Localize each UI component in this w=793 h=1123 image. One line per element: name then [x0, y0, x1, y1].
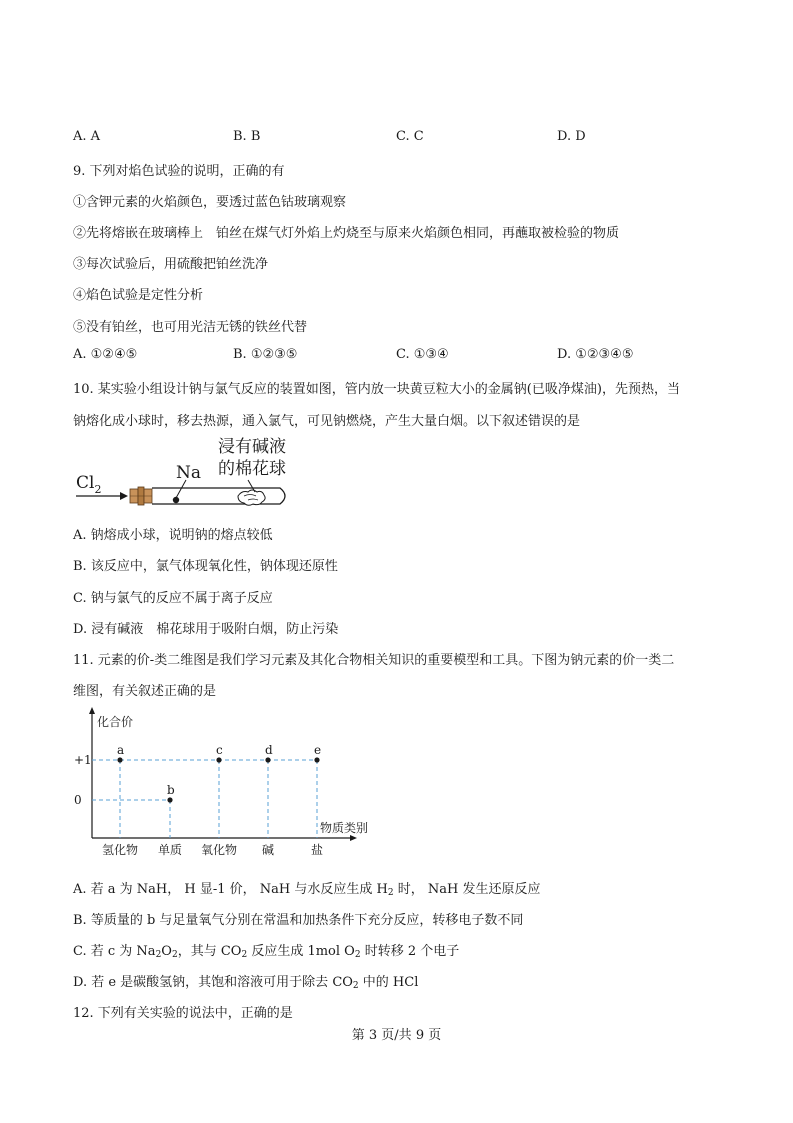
- data-point-a: [117, 757, 122, 762]
- q8-option-a: A. A: [73, 129, 101, 144]
- q9-option-c: C. ①③④: [396, 347, 449, 362]
- arrow-head-icon: [120, 492, 128, 500]
- data-point-c: [216, 757, 221, 762]
- q9-item-1: ①含钾元素的火焰颜色，要透过蓝色钴玻璃观察: [73, 195, 347, 210]
- q8-option-c: C. C: [396, 129, 424, 144]
- y-axis-arrow-icon: [89, 707, 95, 714]
- q9-option-a: A. ①②④⑤: [73, 347, 138, 362]
- na-label: Na: [176, 463, 202, 483]
- q10-option-c: C. 钠与氯气的反应不属于离子反应: [73, 591, 273, 606]
- point-label-d: d: [265, 743, 273, 757]
- q12-stem: 12. 下列有关实验的说法中，正确的是: [73, 1006, 293, 1021]
- data-point-e: [314, 757, 319, 762]
- q9-option-b: B. ①②③⑤: [233, 347, 298, 362]
- q11-option-a: A. 若 a 为 NaH， H 显-1 价， NaH 与水反应生成 $H_2$ 时， NaH 发生还原反应: [73, 882, 541, 898]
- cotton-label-1: 浸有碱液: [218, 437, 286, 457]
- cotton-label-2: 的棉花球: [218, 459, 286, 479]
- q11-option-b: B. 等质量的 b 与足量氧气分别在常温和加热条件下充分反应，转移电子数不同: [73, 913, 524, 928]
- x-tick-label: 碱: [261, 843, 275, 857]
- q10-option-b: B. 该反应中，氯气体现氧化性，钠体现还原性: [73, 559, 338, 574]
- q9-item-5: ⑤没有铂丝，也可用光洁无锈的铁丝代替: [73, 320, 308, 335]
- q9-stem: 9. 下列对焰色试验的说明，正确的有: [73, 164, 285, 179]
- q11-stem-line2: 维图，有关叙述正确的是: [73, 684, 217, 699]
- q8-option-d: D. D: [557, 129, 586, 144]
- x-tick-label: 单质: [157, 843, 183, 857]
- q11-stem-line1: 11. 元素的价-类二维图是我们学习元素及其化合物相关知识的重要模型和工具。下图为钠元素的价一类二: [73, 653, 675, 668]
- point-label-b: b: [167, 783, 175, 797]
- q8-option-b: B. B: [233, 129, 261, 144]
- q9-option-d: D. ①②③④⑤: [557, 347, 634, 362]
- sodium-chlorine-apparatus-figure: [70, 436, 340, 516]
- y-tick-label: +1: [74, 753, 92, 767]
- x-tick-label: 氢化物: [101, 843, 139, 857]
- q10-option-d: D. 浸有碱液 棉花球用于吸附白烟，防止污染: [73, 622, 339, 637]
- x-axis-label: 物质类别: [320, 821, 369, 835]
- x-axis-arrow-icon: [350, 835, 357, 841]
- data-point-d: [265, 757, 270, 762]
- q11-option-c: C. 若 c 为 $Na_2O_2$，其与 $CO_2$ 反应生成 1mol $O_2$ 时转移 2 个电子: [73, 944, 460, 960]
- point-label-a: a: [117, 743, 125, 757]
- y-tick-label: 0: [74, 793, 82, 807]
- data-point-b: [167, 797, 172, 802]
- point-label-c: c: [216, 743, 223, 757]
- q11-option-d: D. 若 e 是碳酸氢钠，其饱和溶液可用于除去 $CO_2$ 中的 HCl: [73, 975, 419, 991]
- x-tick-label: 盐: [310, 843, 324, 857]
- cl2-label: $Cl_2$: [76, 473, 102, 496]
- page-footer: 第 3 页/共 9 页: [351, 1028, 442, 1043]
- cotton-ball: [238, 490, 265, 505]
- q10-option-a: A. 钠熔成小球，说明钠的熔点较低: [73, 528, 273, 543]
- y-axis-label: 化合价: [97, 715, 134, 729]
- q9-item-3: ③每次试验后，用硫酸把铂丝洗净: [73, 257, 269, 272]
- q10-stem-line1: 10. 某实验小组设计钠与氯气反应的装置如图，管内放一块黄豆粒大小的金属钠(已吸净煤油)，先预热，当: [73, 382, 680, 397]
- q9-item-2: ②先将熔嵌在玻璃棒上 铂丝在煤气灯外焰上灼烧至与原来火焰颜色相同，再蘸取被检验的物质: [73, 226, 620, 241]
- q10-stem-line2: 钠熔化成小球时，移去热源，通入氯气，可见钠燃烧，产生大量白烟。以下叙述错误的是: [73, 414, 581, 429]
- valence-category-chart: [70, 706, 370, 858]
- x-tick-label: 氧化物: [200, 843, 238, 857]
- q9-item-4: ④焰色试验是定性分析: [73, 288, 204, 303]
- point-label-e: e: [314, 743, 322, 757]
